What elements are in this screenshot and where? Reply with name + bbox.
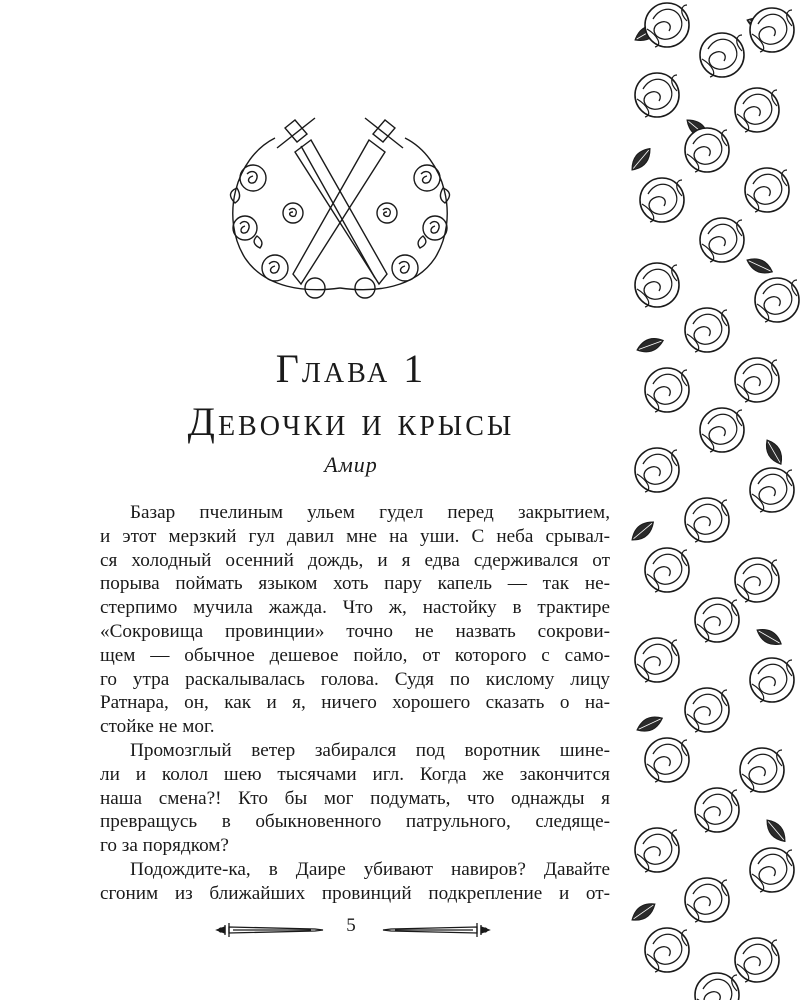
text-line: «Сокровища провинции» точно не назвать сокрови- [100,620,610,642]
dagger-right-icon [381,919,491,941]
text-line: щем — обычное дешевое пойло, от которого с само- [100,644,610,666]
text-line: Ратнара, он, как и я, ничего хорошего сказать о на- [100,692,610,714]
page-number: 5 [346,915,356,936]
text-line: сгоним из ближайших провинций подкрепление и от- [100,882,610,904]
text-line: Базар пчелиным ульем гудел перед закрытием, [130,502,610,523]
text-line: ли и колол шею тысячами игл. Когда же закончится [100,763,610,785]
dagger-left-icon [215,919,325,941]
text-line: наша смена?! Кто бы мог подумать, что однажды я [100,787,610,809]
chapter-number: Глава 1 [275,346,427,391]
chapter-narrator: Амир [324,452,378,477]
text-line: Подождите-ка, в Даире убивают навиров? Давайте [130,858,610,880]
text-line: Промозглый ветер забирался под воротник шине- [130,739,610,761]
floral-border [627,0,800,1000]
crossed-swords-roses-icon [215,108,465,308]
chapter-title: Девочки и крысы [187,399,515,444]
text-line: стойке не мог. [100,716,215,738]
text-line: стерпимо мучила жажда. Что ж, настойку в трактире [100,597,610,619]
body-text [100,501,610,906]
text-line: и этот мерзкий гул давил мне на уши. С неба срывал- [100,525,610,547]
text-line: превращусь в обыкновенного патрульного, следяще- [100,811,610,833]
text-line: ся холодный осенний дождь, и я едва сдерживался от [100,549,610,571]
text-line: го за порядком? [100,835,229,857]
text-line: го утра раскалывалась голова. Судя по кислому лицу [100,668,610,690]
text-line: порыва поймать языком хоть пару капель — так не- [100,573,610,595]
page-footer [215,915,495,945]
